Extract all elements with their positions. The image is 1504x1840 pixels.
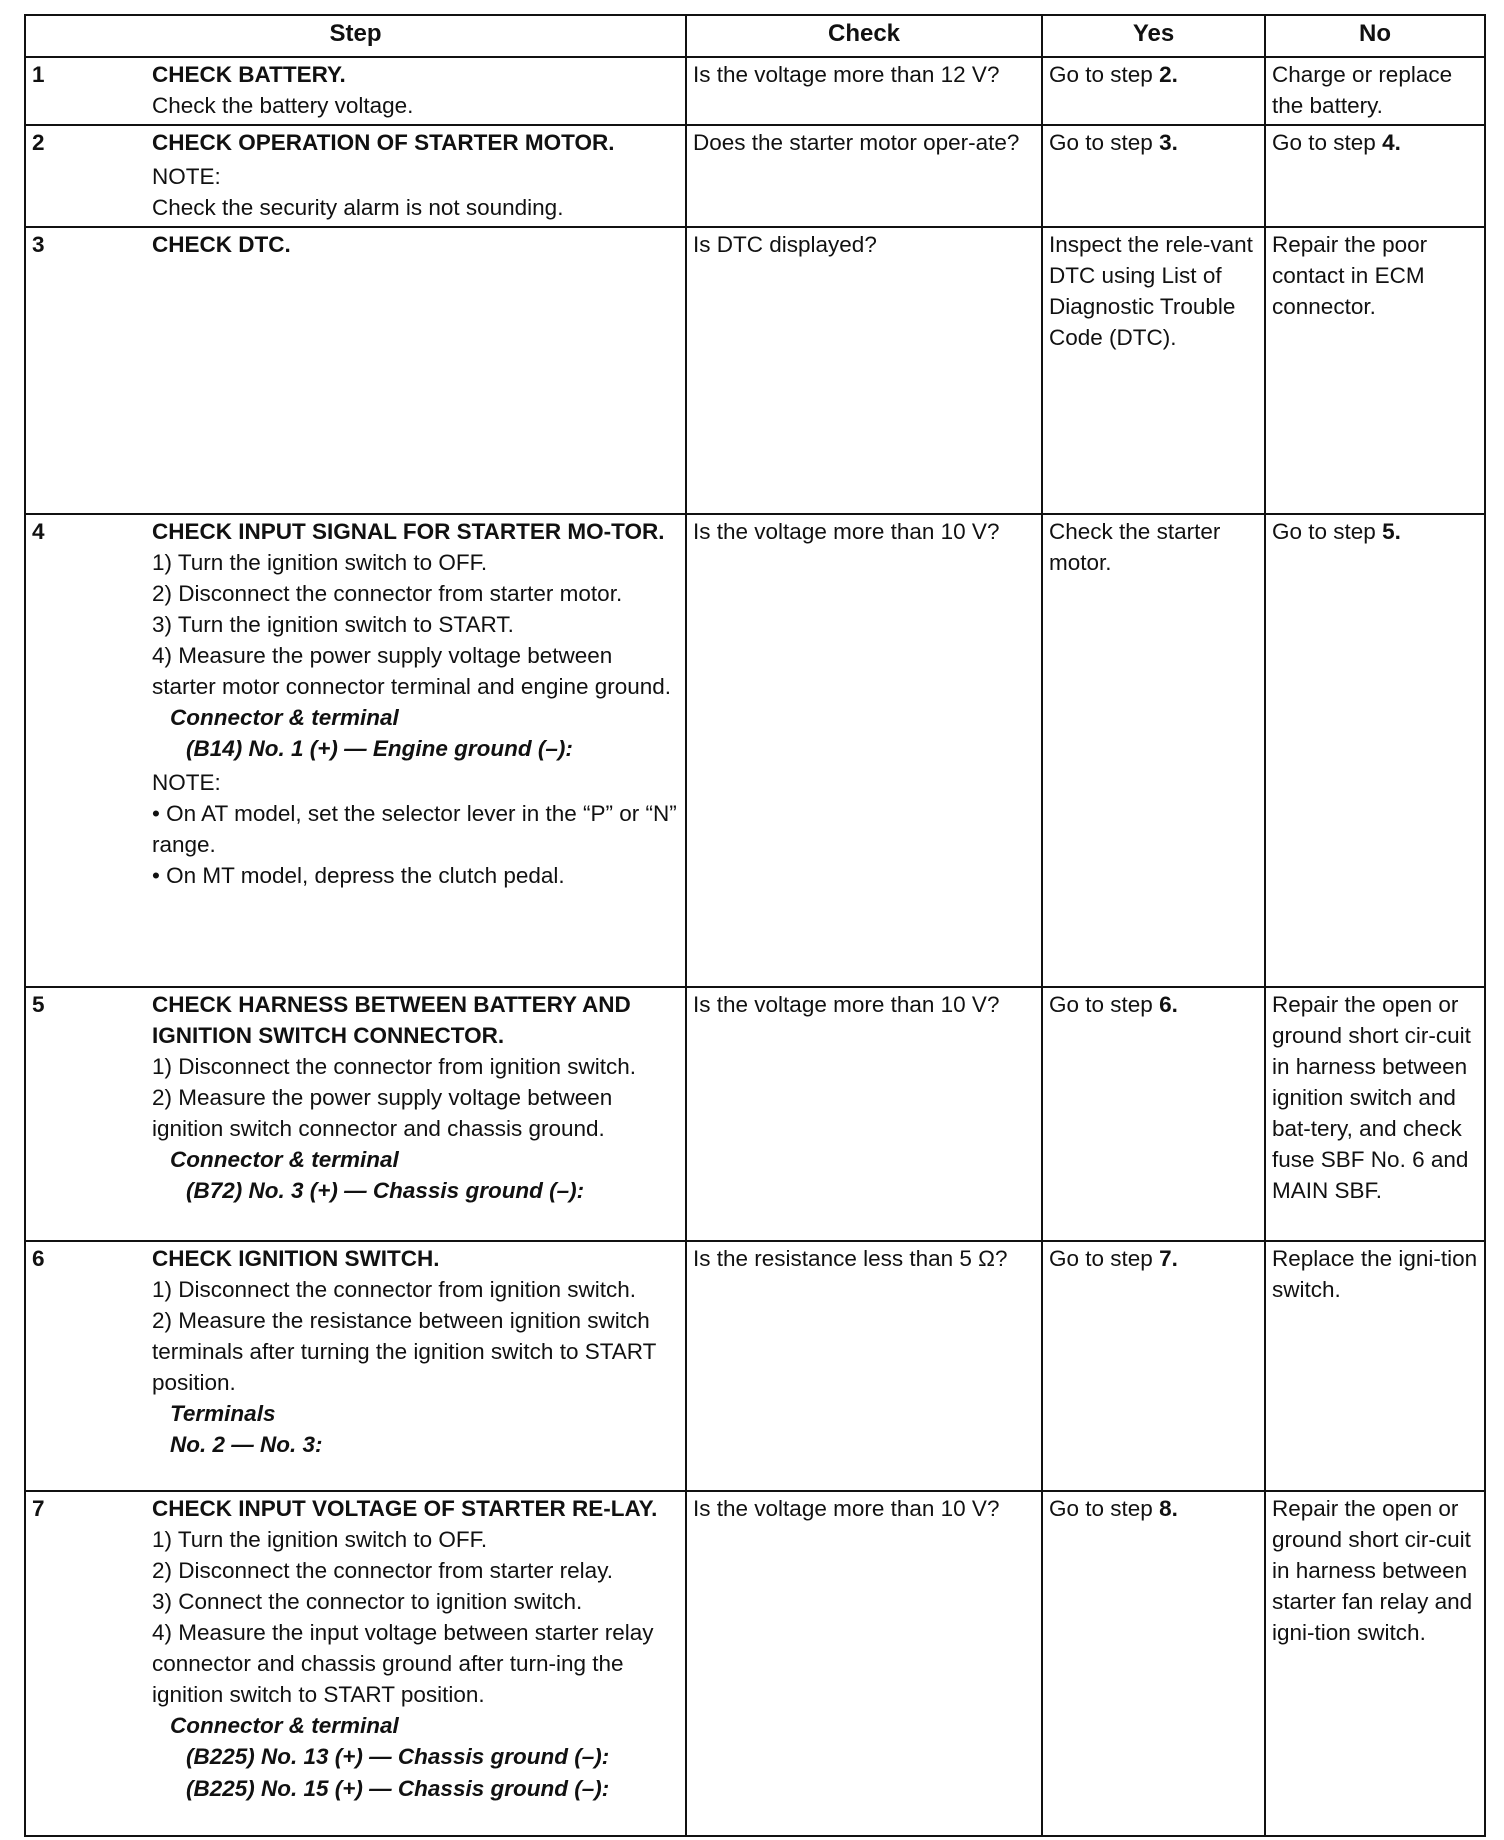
- step-cell: [146, 57, 686, 125]
- connector-terminal-label: Connector & terminal: [170, 1147, 399, 1172]
- note-bullet: • On AT model, set the selector lever in the “P” or “N” range.: [152, 801, 677, 857]
- note-text: Check the security alarm is not sounding.: [152, 195, 564, 220]
- step-number: 4: [25, 514, 146, 987]
- step-line: 2) Measure the power supply voltage between ignition switch connector and chassis ground.: [152, 1085, 613, 1141]
- step-cell: [146, 125, 686, 227]
- connector-terminal-value: (B225) No. 13 (+) — Chassis ground (–):: [186, 1744, 610, 1769]
- note-bullet: • On MT model, depress the clutch pedal.: [152, 863, 565, 888]
- step-title: CHECK HARNESS BETWEEN BATTERY AND IGNITION SWITCH CONNECTOR.: [152, 992, 631, 1048]
- header-step: Step: [25, 15, 686, 57]
- step-number: 7: [25, 1491, 146, 1836]
- step-number: 5: [25, 987, 146, 1241]
- step-line: 4) Measure the power supply voltage between starter motor connector terminal and engine ground.: [152, 643, 672, 699]
- step-number: 1: [25, 57, 146, 125]
- no-step-ref: 5.: [1382, 519, 1401, 544]
- terminals-value: No. 2 — No. 3:: [170, 1432, 323, 1457]
- yes-cell: [1042, 1241, 1265, 1491]
- step-line: 1) Turn the ignition switch to OFF.: [152, 1527, 488, 1552]
- connector-terminal-label: Connector & terminal: [170, 1713, 399, 1738]
- step-title: CHECK IGNITION SWITCH.: [152, 1246, 440, 1271]
- connector-terminal-value: (B225) No. 15 (+) — Chassis ground (–):: [186, 1776, 610, 1801]
- connector-terminal-value: (B72) No. 3 (+) — Chassis ground (–):: [186, 1178, 585, 1203]
- yes-cell: [1042, 1491, 1265, 1836]
- no-step-ref: 4.: [1382, 130, 1401, 155]
- step-line: 1) Disconnect the connector from ignition switch.: [152, 1054, 636, 1079]
- yes-step-ref: 7.: [1159, 1246, 1178, 1271]
- yes-step-ref: 2.: [1159, 62, 1178, 87]
- check-cell: Is the voltage more than 10 V?: [686, 987, 1042, 1241]
- step-line: 2) Measure the resistance between ignition switch terminals after turning the ignition switch to START position.: [152, 1308, 656, 1395]
- yes-cell: [1042, 987, 1265, 1241]
- yes-text: Go to step: [1049, 62, 1160, 87]
- step-title: CHECK OPERATION OF STARTER MOTOR.: [152, 130, 615, 155]
- no-cell: Charge or replace the battery.: [1265, 57, 1485, 125]
- no-cell: [1265, 514, 1485, 987]
- connector-terminal-value: (B14) No. 1 (+) — Engine ground (–):: [186, 736, 573, 761]
- step-cell: [146, 227, 686, 514]
- step-cell: [146, 987, 686, 1241]
- check-cell: Is the voltage more than 12 V?: [686, 57, 1042, 125]
- no-text: Go to step: [1272, 130, 1383, 155]
- note-label: NOTE:: [152, 164, 221, 189]
- step-line: 1) Turn the ignition switch to OFF.: [152, 550, 488, 575]
- no-cell: Repair the open or ground short cir-cuit in harness between starter fan relay and igni-tion switch.: [1265, 1491, 1485, 1836]
- yes-text: Go to step: [1049, 992, 1160, 1017]
- diagnostic-table: [24, 14, 1486, 1837]
- note-label: NOTE:: [152, 770, 221, 795]
- yes-cell: Check the starter motor.: [1042, 514, 1265, 987]
- table-row: [25, 514, 1485, 987]
- check-cell: Does the starter motor oper-ate?: [686, 125, 1042, 227]
- no-cell: Repair the poor contact in ECM connector.: [1265, 227, 1485, 514]
- yes-cell: [1042, 57, 1265, 125]
- step-number: 6: [25, 1241, 146, 1491]
- connector-terminal-label: Connector & terminal: [170, 705, 399, 730]
- header-yes: Yes: [1042, 15, 1265, 57]
- step-title: CHECK BATTERY.: [152, 62, 346, 87]
- step-cell: [146, 1241, 686, 1491]
- yes-text: Go to step: [1049, 1496, 1160, 1521]
- step-line: 3) Connect the connector to ignition switch.: [152, 1589, 583, 1614]
- table-row: [25, 987, 1485, 1241]
- no-cell: Replace the igni-tion switch.: [1265, 1241, 1485, 1491]
- table-row: [25, 1491, 1485, 1836]
- step-number: 3: [25, 227, 146, 514]
- step-title: CHECK INPUT VOLTAGE OF STARTER RE-LAY.: [152, 1496, 658, 1521]
- check-cell: Is the voltage more than 10 V?: [686, 514, 1042, 987]
- table-row: [25, 1241, 1485, 1491]
- yes-text: Go to step: [1049, 130, 1160, 155]
- header-check: Check: [686, 15, 1042, 57]
- no-text: Go to step: [1272, 519, 1383, 544]
- terminals-label: Terminals: [170, 1401, 276, 1426]
- step-title: CHECK INPUT SIGNAL FOR STARTER MO-TOR.: [152, 519, 665, 544]
- no-cell: [1265, 125, 1485, 227]
- check-cell: Is DTC displayed?: [686, 227, 1042, 514]
- step-line: Check the battery voltage.: [152, 93, 414, 118]
- table-row: [25, 57, 1485, 125]
- yes-text: Go to step: [1049, 1246, 1160, 1271]
- yes-step-ref: 3.: [1159, 130, 1178, 155]
- yes-cell: [1042, 125, 1265, 227]
- step-line: 1) Disconnect the connector from ignition switch.: [152, 1277, 636, 1302]
- step-cell: [146, 1491, 686, 1836]
- step-line: 2) Disconnect the connector from starter relay.: [152, 1558, 614, 1583]
- yes-step-ref: 8.: [1159, 1496, 1178, 1521]
- check-cell: Is the resistance less than 5 Ω?: [686, 1241, 1042, 1491]
- table-row: [25, 125, 1485, 227]
- table-row: [25, 227, 1485, 514]
- step-number: 2: [25, 125, 146, 227]
- no-cell: Repair the open or ground short cir-cuit in harness between ignition switch and bat-tery, and check fuse SBF No. 6 and MAIN SBF.: [1265, 987, 1485, 1241]
- step-line: 3) Turn the ignition switch to START.: [152, 612, 514, 637]
- yes-cell: Inspect the rele-vant DTC using List of Diagnostic Trouble Code (DTC).: [1042, 227, 1265, 514]
- step-cell: [146, 514, 686, 987]
- yes-step-ref: 6.: [1159, 992, 1178, 1017]
- step-title: CHECK DTC.: [152, 232, 291, 257]
- check-cell: Is the voltage more than 10 V?: [686, 1491, 1042, 1836]
- header-no: No: [1265, 15, 1485, 57]
- table-header-row: [25, 15, 1485, 57]
- step-line: 2) Disconnect the connector from starter motor.: [152, 581, 623, 606]
- step-line: 4) Measure the input voltage between starter relay connector and chassis ground after turn-ing the ignition switch to START position.: [152, 1620, 654, 1707]
